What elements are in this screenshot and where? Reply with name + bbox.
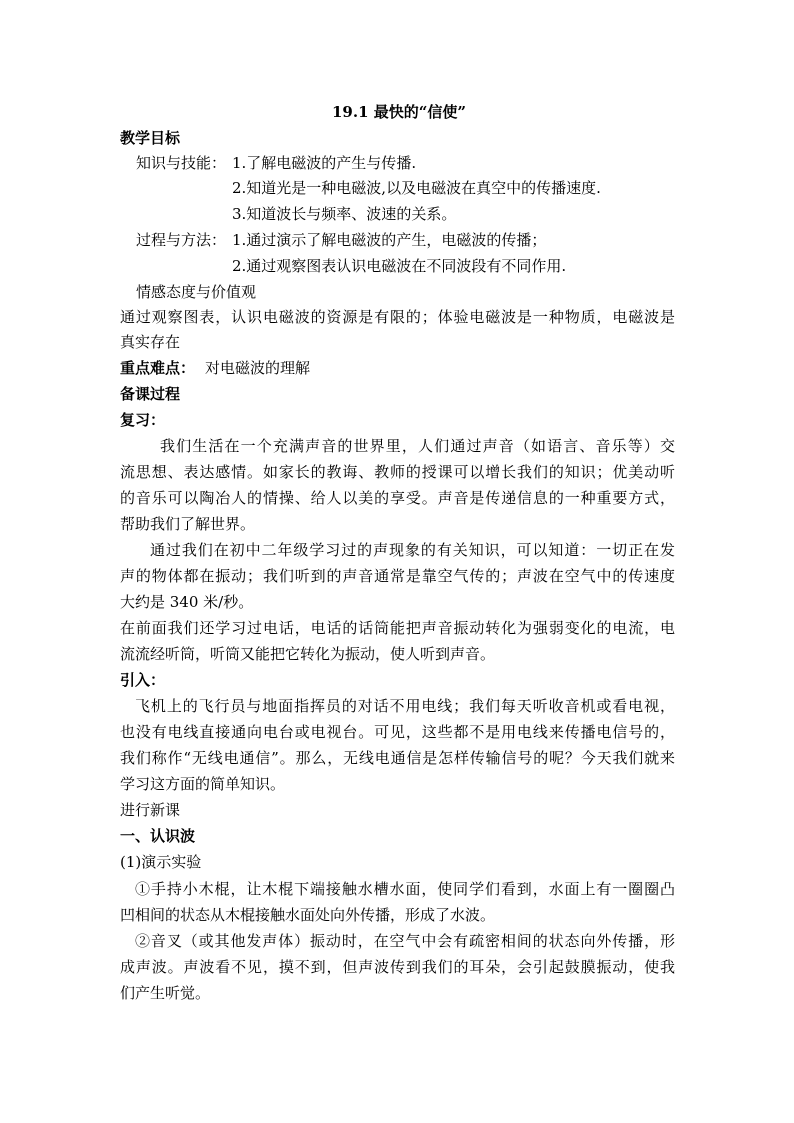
review-p2-line-2: 声的物体都在振动；我们听到的声音通常是靠空气传的；声波在空气中的传速度 — [120, 567, 675, 585]
goals-heading: 教学目标 — [120, 129, 181, 147]
review-p2-line-1: 通过我们在初中二年级学习过的声现象的有关知识，可以知道：一切正在发 — [150, 541, 675, 559]
prep-heading: 备课过程 — [120, 385, 181, 403]
item2-line-2: 成声波。声波看不见，摸不到，但声波传到我们的耳朵，会引起鼓膜振动，使我 — [120, 958, 675, 976]
knowledge-label: 知识与技能： — [136, 154, 227, 172]
item2-line-1: ②音叉（或其他发声体）振动时，在空气中会有疏密相间的状态向外传播，形 — [135, 932, 675, 950]
review-p2-line-3: 大约是 340 米/秒。 — [120, 593, 254, 611]
process-label: 过程与方法： — [136, 231, 227, 249]
review-heading: 复习： — [120, 411, 166, 429]
intro-line-3: 我们称作“无线电通信”。那么，无线电通信是怎样传输信号的呢？今天我们就来 — [120, 749, 675, 767]
emotion-line-1: 通过观察图表，认识电磁波的资源是有限的；体验电磁波是一种物质，电磁波是 — [120, 308, 675, 326]
emotion-line-2: 真实存在 — [120, 333, 181, 351]
review-p1-line-1: 我们生活在一个充满声音的世界里，人们通过声音（如语言、音乐等）交 — [160, 437, 675, 455]
item1-line-2: 凹相间的状态从木棍接触水面处向外传播，形成了水波。 — [120, 906, 496, 924]
item1-line-1: ①手持小木棍，让木棍下端接触水槽水面，使同学们看到，水面上有一圈圈凸 — [135, 880, 675, 898]
process-item-2: 2.通过观察图表认识电磁波在不同波段有不同作用. — [232, 257, 567, 275]
review-p3-line-2: 流流经听筒，听筒又能把它转化为振动，使人听到声音。 — [120, 645, 496, 663]
page-title: 19.1 最快的“信使” — [332, 103, 467, 121]
knowledge-item-2: 2.知道光是一种电磁波,以及电磁波在真空中的传播速度. — [232, 179, 601, 197]
section1-heading: 一、认识波 — [120, 827, 196, 845]
item2-line-3: 们产生听觉。 — [120, 984, 211, 1002]
knowledge-item-1: 1.了解电磁波的产生与传播. — [232, 154, 417, 172]
intro-line-1: 飞机上的飞行员与地面指挥员的对话不用电线；我们每天听收音机或看电视， — [135, 697, 675, 715]
process-item-1: 1.通过演示了解电磁波的产生，电磁波的传播； — [232, 231, 547, 249]
intro-line-2: 也没有电线直接通向电台或电视台。可见，这些都不是用电线来传播电信号的， — [120, 723, 675, 741]
review-p1-line-3: 的音乐可以陶冶人的情操、给人以美的享受。声音是传递信息的一种重要方式， — [120, 489, 675, 507]
key-points-text: 对电磁波的理解 — [205, 359, 311, 377]
review-p1-line-2: 流思想、表达感情。如家长的教诲、教师的授课可以增长我们的知识；优美动听 — [120, 463, 675, 481]
section1-sub: (1)演示实验 — [120, 853, 202, 871]
review-p1-line-4: 帮助我们了解世界。 — [120, 515, 256, 533]
new-lesson-label: 进行新课 — [120, 801, 181, 819]
intro-line-4: 学习这方面的简单知识。 — [120, 775, 286, 793]
emotion-label: 情感态度与价值观 — [136, 283, 257, 301]
review-p3-line-1: 在前面我们还学习过电话，电话的话筒能把声音振动转化为强弱变化的电流，电 — [120, 619, 675, 637]
knowledge-item-3: 3.知道波长与频率、波速的关系。 — [232, 205, 457, 223]
intro-heading: 引入： — [120, 671, 166, 689]
key-points-label: 重点难点： — [120, 359, 196, 377]
